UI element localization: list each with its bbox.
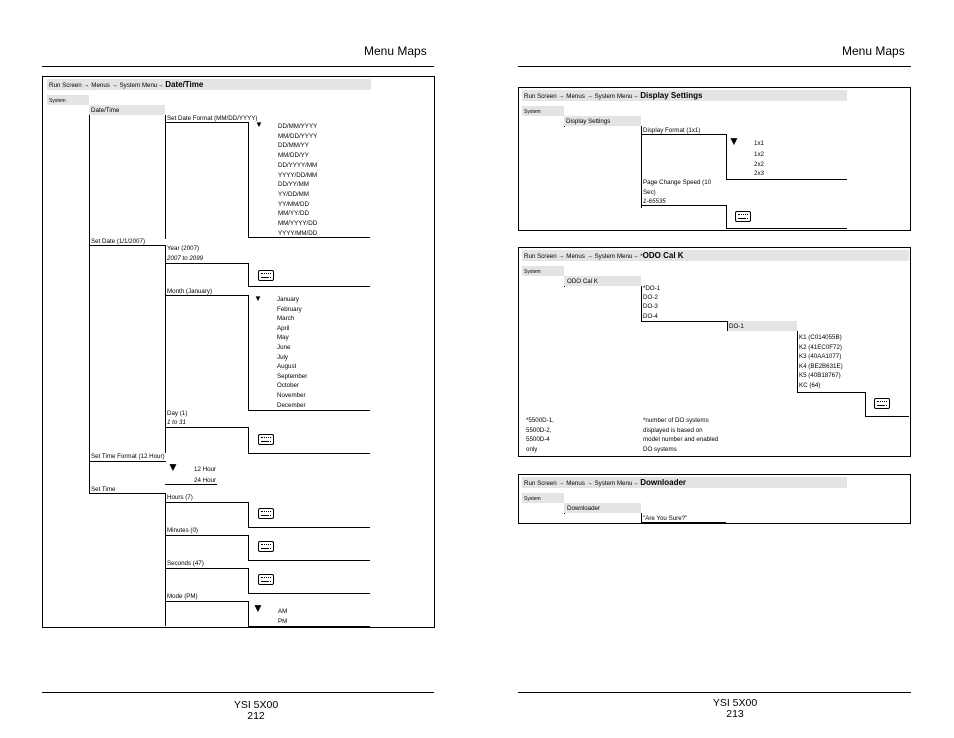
keypad-icon[interactable] [258, 541, 274, 552]
month-option[interactable]: January [277, 296, 300, 303]
do-2-option[interactable]: DO-2 [643, 294, 658, 301]
left-header-rule [42, 66, 434, 67]
breadcrumb: Run Screen → Menus → System Menu→ Display Settings [524, 91, 703, 100]
date-format-option[interactable]: YYYY/DD/MM [278, 171, 318, 179]
system-label: System [524, 496, 541, 502]
date-time-menu-map [42, 76, 435, 628]
time-format-12[interactable]: 12 Hour [194, 466, 217, 473]
col-line-2b [165, 246, 166, 453]
keypad-icon[interactable] [258, 270, 274, 281]
dropdown-triangle-icon: ▼ [728, 134, 740, 148]
col-line-3e [248, 502, 249, 527]
format-2x2[interactable]: 2x2 [754, 161, 764, 168]
date-format-option[interactable]: DD/YYYY/MM [278, 161, 318, 169]
month-option[interactable]: December [277, 401, 306, 409]
date-format-option[interactable]: MM/DD/YY [278, 152, 309, 160]
date-format-option[interactable]: MM/YYYY/DD [278, 220, 318, 227]
system-label: System [524, 109, 541, 115]
col-line-1 [89, 105, 90, 493]
breadcrumb: Run Screen → Menus → System Menu→ Date/Time [49, 80, 204, 89]
system-label: System [524, 269, 541, 275]
col-line-3h [248, 602, 249, 627]
date-format-option[interactable]: YY/DD/MM [278, 190, 309, 198]
time-format-24[interactable]: 24 Hour [194, 477, 217, 484]
note-line: DO systems [643, 445, 677, 453]
are-you-sure-prompt[interactable]: "Are You Sure?" [643, 515, 688, 522]
year-item[interactable]: Year (2007) [167, 245, 200, 252]
keypad-icon[interactable] [258, 574, 274, 585]
date-format-option[interactable]: DD/YY/MM [278, 181, 309, 189]
note-line: 5500D-4 [526, 436, 550, 443]
keypad-icon[interactable] [258, 508, 274, 519]
set-date-item[interactable]: Set Date (1/1/2007) [91, 238, 146, 245]
set-time-item[interactable]: Set Time [91, 486, 116, 493]
date-format-option[interactable]: MM/YY/DD [278, 210, 309, 218]
downloader-item[interactable]: Downloader [567, 505, 601, 512]
note-line: displayed is based on [643, 426, 703, 434]
display-format-item[interactable]: Display Format (1x1) [643, 127, 701, 134]
col-line-3d [248, 428, 249, 453]
month-option[interactable]: February [277, 305, 302, 313]
page-change-range: 1-65535 [643, 198, 666, 205]
format-2x3[interactable]: 2x3 [754, 170, 764, 177]
set-time-format-item[interactable]: Set Time Format (12 Hour) [91, 453, 165, 460]
hours-item[interactable]: Hours (7) [167, 494, 193, 501]
format-1x2[interactable]: 1x2 [754, 151, 764, 158]
date-time-item[interactable]: Date/Time [91, 107, 120, 114]
month-option[interactable]: June [277, 344, 291, 351]
year-range: 2007 to 2099 [167, 255, 204, 262]
right-footer-model: YSI 5X00 [712, 697, 758, 709]
breadcrumb: Run Screen → Menus → System Menu→ *ODO Cal K [524, 251, 684, 260]
note-line: *number of DO systems [643, 417, 709, 424]
do-3-option[interactable]: DO-3 [643, 303, 658, 310]
do-1-option[interactable]: *DO-1 [643, 285, 661, 292]
right-page-number: 213 [726, 708, 744, 720]
right-header-rule [518, 66, 911, 67]
system-label: System [49, 98, 66, 104]
left-page-number: 212 [247, 710, 265, 722]
col-line-3g [248, 568, 249, 593]
k-constant-item[interactable]: K3 (40AA1077) [799, 353, 842, 361]
keypad-icon[interactable] [258, 434, 274, 445]
day-item[interactable]: Day (1) [167, 410, 188, 417]
left-page-header: Menu Maps [364, 44, 427, 58]
mode-item[interactable]: Mode (PM) [167, 593, 198, 600]
keypad-icon[interactable] [735, 211, 751, 222]
month-option[interactable]: May [277, 334, 289, 342]
col-line-3b [248, 264, 249, 286]
date-format-option[interactable]: MM/DD/YYYY [278, 132, 318, 140]
month-option[interactable]: April [277, 324, 290, 332]
k-constant-item[interactable]: KC (64) [799, 382, 821, 389]
month-option[interactable]: March [277, 315, 295, 323]
k-constant-item[interactable]: K1 (C014055B) [799, 334, 842, 341]
col-line-3c [248, 295, 249, 410]
k-constant-item[interactable]: K5 (40B18767) [799, 372, 841, 380]
month-option[interactable]: November [277, 392, 306, 399]
month-option[interactable]: October [277, 382, 300, 390]
odo-cal-k-item[interactable]: ODO Cal K [567, 278, 598, 285]
col-line-2c [165, 493, 166, 626]
display-settings-item[interactable]: Display Settings [566, 118, 611, 125]
note-line: *5500D-1, [526, 417, 554, 424]
mode-pm[interactable]: PM [278, 618, 288, 625]
keypad-icon[interactable] [874, 398, 890, 409]
breadcrumb: Run Screen → Menus → System Menu→ Downloader [524, 478, 687, 487]
do-4-option[interactable]: DO-4 [643, 313, 658, 320]
date-format-option[interactable]: DD/MM/YY [278, 142, 309, 150]
note-line: model number and enabled [643, 436, 719, 443]
date-format-option[interactable]: YYYY/MM/DD [278, 229, 318, 237]
page-change-speed-unit: Sec) [643, 189, 656, 196]
dropdown-triangle-icon: ▼ [252, 601, 264, 615]
k-constant-item[interactable]: K4 (BE2B631E) [799, 362, 843, 370]
right-page-header: Menu Maps [842, 44, 905, 58]
day-range: 1 to 31 [167, 419, 186, 426]
display-settings-menu-map [518, 87, 911, 231]
note-line: only [526, 445, 538, 453]
month-item[interactable]: Month (January) [167, 288, 213, 295]
note-line: 5500D-2, [526, 426, 552, 434]
format-1x1[interactable]: 1x1 [754, 140, 764, 147]
col-line-2a [165, 115, 166, 239]
right-footer-rule [518, 692, 911, 693]
left-footer-model: YSI 5X00 [233, 699, 279, 711]
page-change-speed-item[interactable]: Page Change Speed (10 [643, 179, 712, 186]
minutes-item[interactable]: Minutes (0) [167, 527, 198, 534]
k-constant-item[interactable]: K2 (41EC0F72) [799, 343, 842, 351]
do-1-item[interactable]: DO-1 [729, 323, 744, 330]
col-line-3a [248, 123, 249, 237]
mode-am[interactable]: AM [278, 608, 288, 615]
dropdown-triangle-icon: ▼ [255, 120, 263, 129]
date-format-option[interactable]: DD/MM/YYYY [278, 123, 318, 130]
dropdown-triangle-icon: ▼ [254, 294, 262, 303]
month-option[interactable]: September [277, 372, 308, 380]
month-option[interactable]: August [277, 363, 297, 371]
col-line-3f [248, 535, 249, 560]
set-date-format-item[interactable]: Set Date Format (MM/DD/YYYY) [167, 115, 258, 122]
dropdown-triangle-icon: ▼ [167, 460, 179, 474]
date-format-option[interactable]: YY/MM/DD [278, 200, 309, 208]
seconds-item[interactable]: Seconds (47) [167, 560, 204, 567]
left-footer-rule [42, 692, 434, 693]
month-option[interactable]: July [277, 353, 289, 361]
